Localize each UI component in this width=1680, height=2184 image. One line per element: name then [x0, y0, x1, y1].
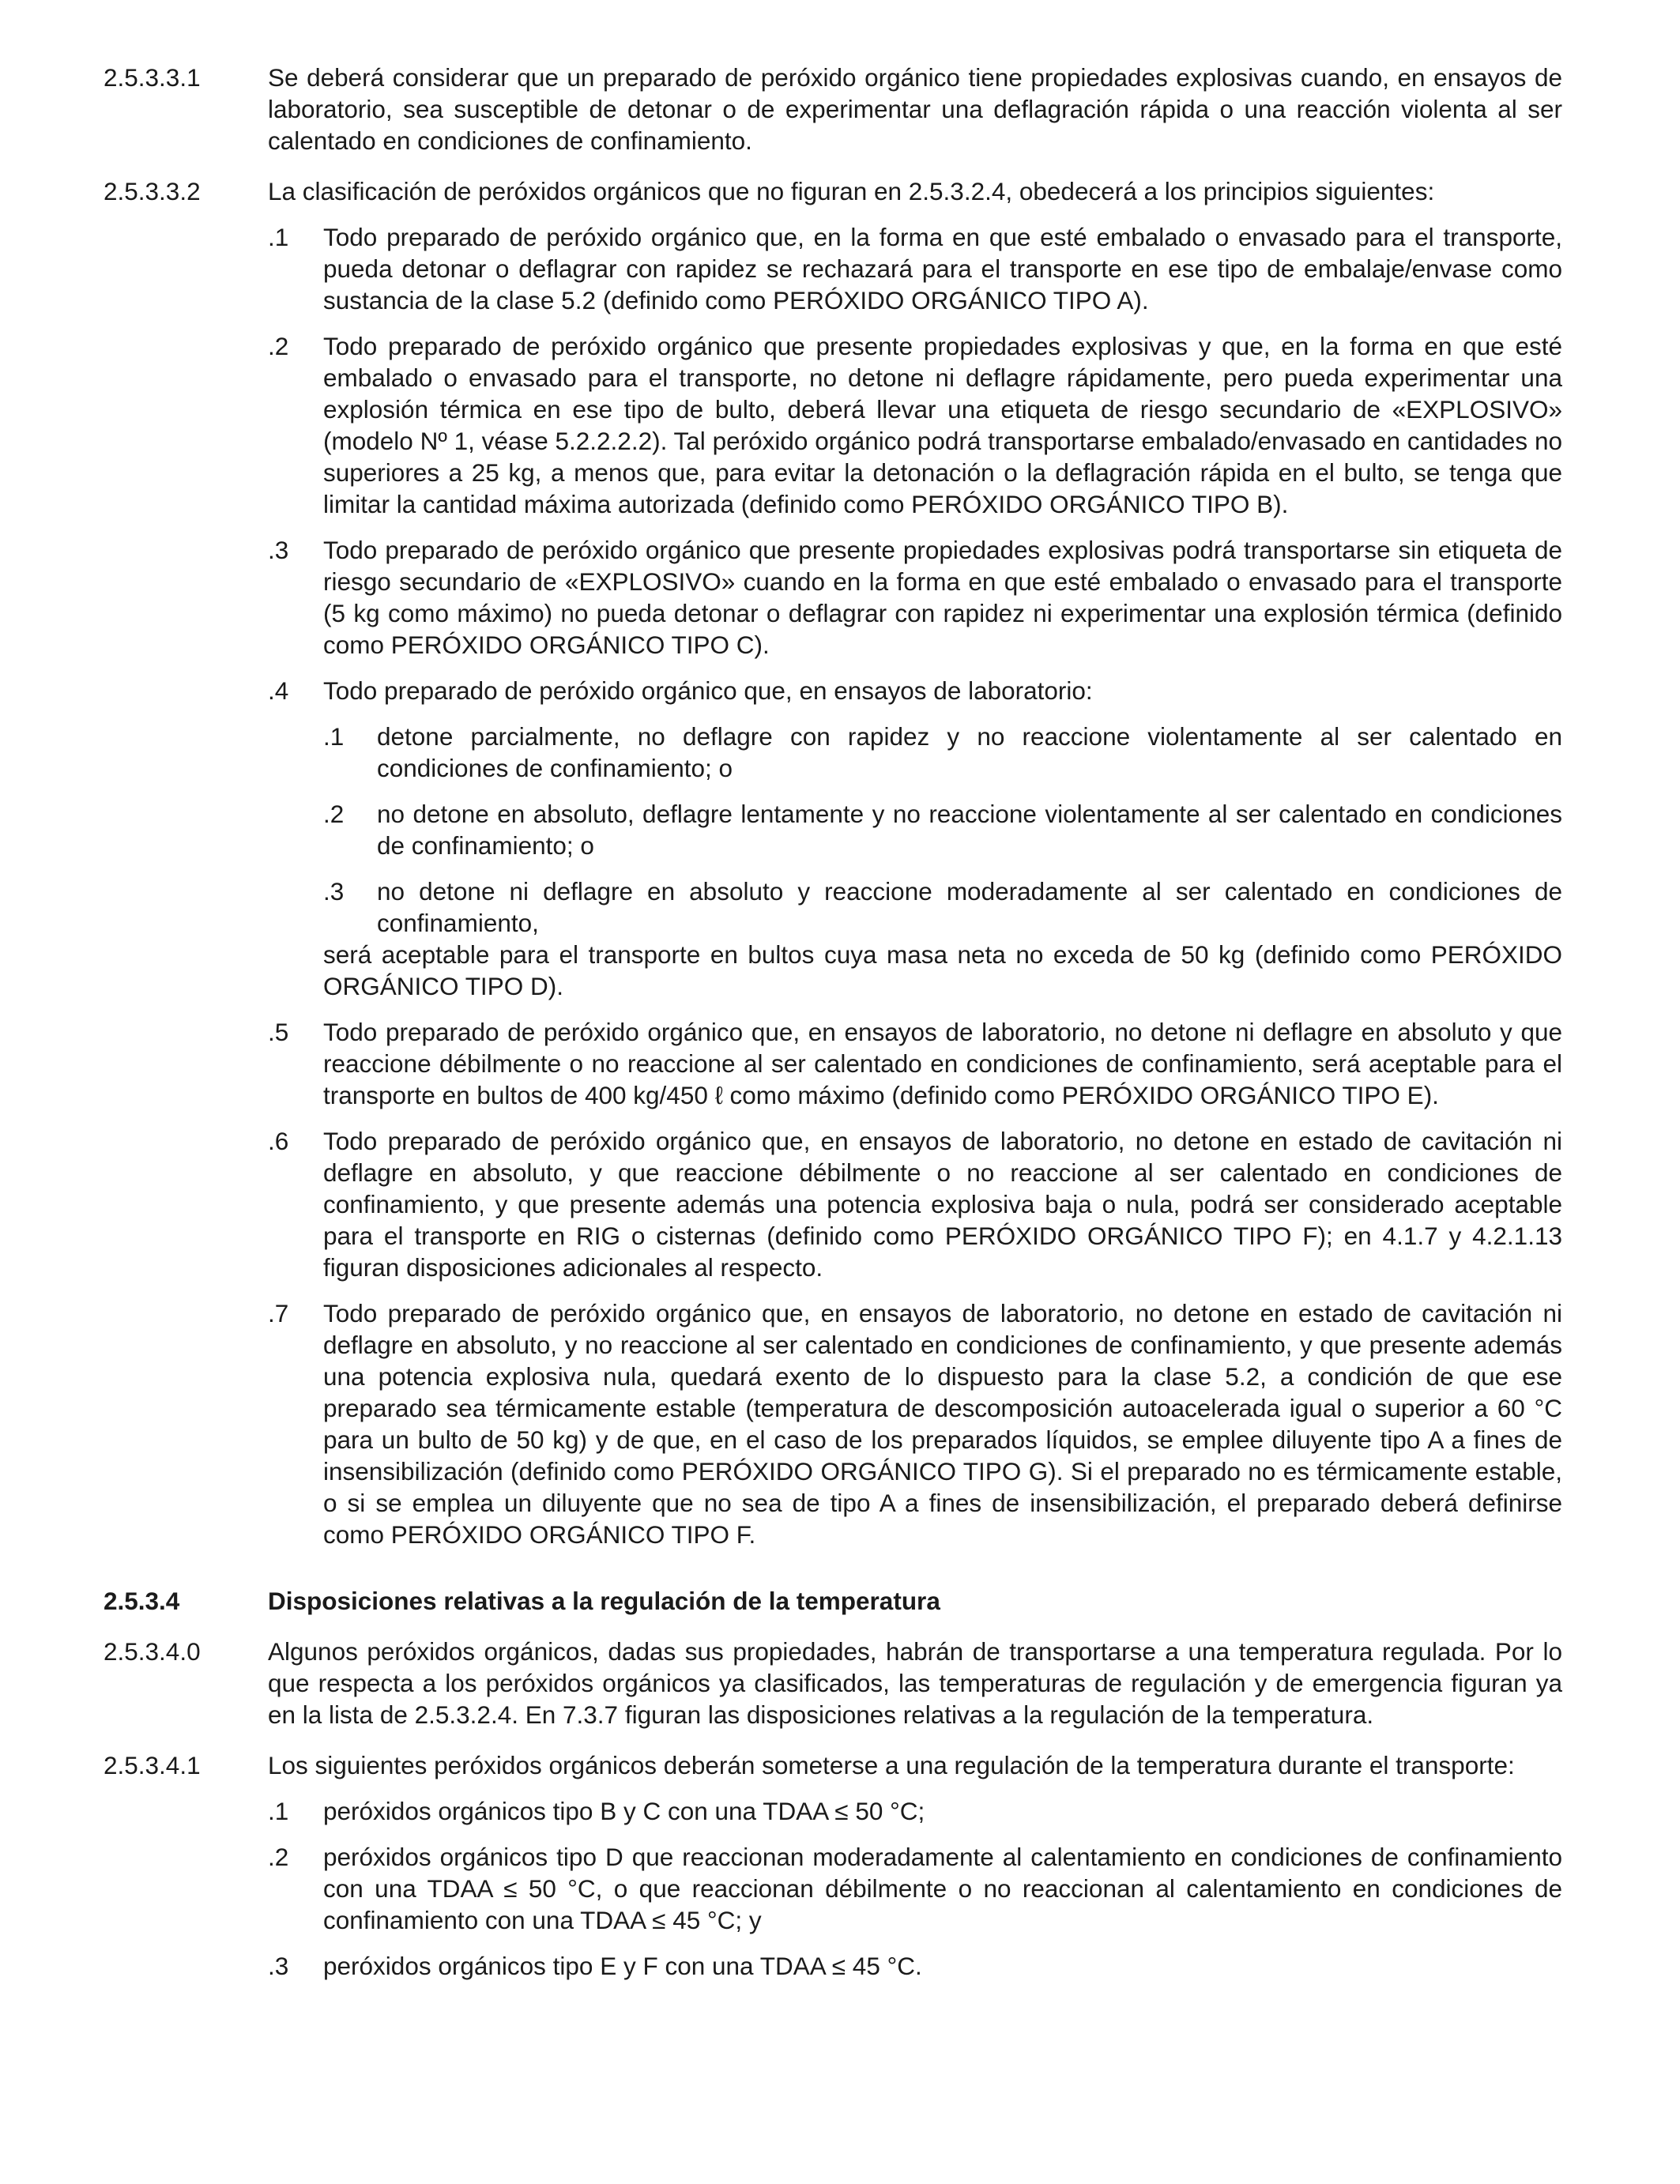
- subitem-number: .3: [323, 877, 345, 906]
- list-item: [268, 1297, 1562, 1550]
- section-heading-2-5-3-4: [104, 1585, 1562, 1617]
- section-number: 2.5.3.4.0: [104, 1637, 201, 1666]
- list-item: [268, 1950, 1562, 1982]
- item-number: .6: [268, 1127, 289, 1155]
- subitem-text: detone parcialmente, no deflagre con rapidez y no reaccione violentamente al ser calentado en condiciones de confinamiento; o: [377, 722, 1562, 782]
- item-text: Todo preparado de peróxido orgánico que presente propiedades explosivas podrá transportarse sin etiqueta de riesgo secundario de «EXPLOSIVO» cuando en la forma en que esté embalado o envasado para el transporte (5 kg como máximo) no pueda detonar o deflagrar con rapidez ni experimentar una explosión térmica (definido como PERÓXIDO ORGÁNICO TIPO C).: [323, 536, 1562, 659]
- section-number: 2.5.3.4: [104, 1587, 180, 1615]
- item-text: Todo preparado de peróxido orgánico que, en ensayos de laboratorio, no detone en estado de cavitación ni deflagre en absoluto, y no reaccione al ser calentado en condiciones de confinamiento, y que presente además una potencia explosiva nula, quedará exento de lo dispuesto para la clase 5.2, a condición de que ese preparado sea térmicamente estable (temperatura de descomposición autoacelerada igual o superior a 60 °C para un bulto de 50 kg) y de que, en el caso de los preparados líquidos, se emplee diluyente tipo A a fines de insensibilización (definido como PERÓXIDO ORGÁNICO TIPO G). Si el preparado no es térmicamente estable, o si se emplea un diluyente que no sea de tipo A a fines de insensibilización, el preparado deberá definirse como PERÓXIDO ORGÁNICO TIPO F.: [323, 1299, 1562, 1549]
- item-number: .7: [268, 1299, 289, 1327]
- item-text: peróxidos orgánicos tipo E y F con una TDAA ≤ 45 °C.: [323, 1952, 922, 1980]
- item-closing-text: será aceptable para el transporte en bultos cuya masa neta no exceda de 50 kg (definido como PERÓXIDO ORGÁNICO TIPO D).: [323, 940, 1562, 1000]
- section-text: Algunos peróxidos orgánicos, dadas sus propiedades, habrán de transportarse a una temperatura regulada. Por lo que respecta a los peróxidos orgánicos ya clasificados, las temperaturas de regulación y de emergencia figuran ya en la lista de 2.5.3.2.4. En 7.3.7 figuran las disposiciones relativas a la regulación de la temperatura.: [268, 1637, 1562, 1729]
- sub-list-item: [323, 721, 1562, 784]
- list-item: [268, 1016, 1562, 1111]
- list-item: [268, 221, 1562, 316]
- section-text: La clasificación de peróxidos orgánicos que no figuran en 2.5.3.2.4, obedecerá a los principios siguientes:: [268, 177, 1435, 205]
- document-page: [104, 62, 1562, 2001]
- section-text: Los siguientes peróxidos orgánicos deberán someterse a una regulación de la temperatura durante el transporte:: [268, 1751, 1515, 1779]
- list-item: [268, 534, 1562, 661]
- section-number: 2.5.3.4.1: [104, 1751, 201, 1779]
- section-heading-text: Disposiciones relativas a la regulación de la temperatura: [268, 1587, 940, 1615]
- item-number: .3: [268, 1952, 289, 1980]
- item-number: .3: [268, 536, 289, 564]
- item-text: Todo preparado de peróxido orgánico que presente propiedades explosivas y que, en la forma en que esté embalado o envasado para el transporte, no detone ni deflagre rápidamente, pero pueda experimentar una explosión térmica en ese tipo de bulto, deberá llevar una etiqueta de riesgo secundario de «EXPLOSIVO» (modelo Nº 1, véase 5.2.2.2.2). Tal peróxido orgánico podrá transportarse embalado/envasado en cantidades no superiores a 25 kg, a menos que, para evitar la detonación o la deflagración rápida en el bulto, se tenga que limitar la cantidad máxima autorizada (definido como PERÓXIDO ORGÁNICO TIPO B).: [323, 332, 1562, 518]
- list-item: [268, 675, 1562, 1002]
- item-text: Todo preparado de peróxido orgánico que, en ensayos de laboratorio, no detone ni deflagre en absoluto y que reaccione débilmente o no reaccione al ser calentado en condiciones de confinamiento, será aceptable para el transporte en bultos de 400 kg/450 ℓ como máximo (definido como PERÓXIDO ORGÁNICO TIPO E).: [323, 1018, 1562, 1109]
- list-item: [268, 1795, 1562, 1827]
- item-text: peróxidos orgánicos tipo D que reaccionan moderadamente al calentamiento en condiciones de confinamiento con una TDAA ≤ 50 °C, o que reaccionan débilmente o no reaccionan al calentamiento en condiciones de confinamiento con una TDAA ≤ 45 °C; y: [323, 1843, 1562, 1934]
- item-text: Todo preparado de peróxido orgánico que, en ensayos de laboratorio, no detone en estado de cavitación ni deflagre en absoluto, y que reaccione débilmente o no reaccione al ser calentado en condiciones de confinamiento, y que presente además una potencia explosiva baja o nula, podrá ser considerado aceptable para el transporte en RIG o cisternas (definido como PERÓXIDO ORGÁNICO TIPO F); en 4.1.7 y 4.2.1.13 figuran disposiciones adicionales al respecto.: [323, 1127, 1562, 1282]
- item-text: Todo preparado de peróxido orgánico que, en ensayos de laboratorio:: [323, 676, 1093, 705]
- section-number: 2.5.3.3.2: [104, 177, 201, 205]
- subitem-text: no detone ni deflagre en absoluto y reaccione moderadamente al ser calentado en condiciones de confinamiento,: [377, 877, 1562, 937]
- subitem-text: no detone en absoluto, deflagre lentamente y no reaccione violentamente al ser calentado en condiciones de confinamiento; o: [377, 800, 1562, 860]
- list-item: [268, 330, 1562, 520]
- item-number: .2: [268, 1843, 289, 1871]
- item-text: peróxidos orgánicos tipo B y C con una TDAA ≤ 50 °C;: [323, 1797, 925, 1825]
- section-text: Se deberá considerar que un preparado de peróxido orgánico tiene propiedades explosivas cuando, en ensayos de laboratorio, sea susceptible de detonar o de experimentar una deflagración rápida o una reacción violenta al ser calentado en condiciones de confinamiento.: [268, 63, 1562, 155]
- sub-list-item: [323, 798, 1562, 861]
- item-number: .2: [268, 332, 289, 360]
- item-number: .1: [268, 1797, 289, 1825]
- item-number: .4: [268, 676, 289, 705]
- section-2-5-3-3-1: [104, 62, 1562, 156]
- item-text: Todo preparado de peróxido orgánico que, en la forma en que esté embalado o envasado para el transporte, pueda detonar o deflagrar con rapidez se rechazará para el transporte en ese tipo de embalaje/envase como sustancia de la clase 5.2 (definido como PERÓXIDO ORGÁNICO TIPO A).: [323, 223, 1562, 314]
- list-item: [268, 1841, 1562, 1936]
- subitem-number: .2: [323, 800, 345, 828]
- item-number: .1: [268, 223, 289, 251]
- section-2-5-3-3-2: [104, 175, 1562, 1550]
- list-item: [268, 1125, 1562, 1283]
- item-number: .5: [268, 1018, 289, 1046]
- section-2-5-3-4-0: [104, 1636, 1562, 1730]
- section-2-5-3-4-1: [104, 1749, 1562, 1982]
- sub-list-item: [323, 875, 1562, 939]
- subitem-number: .1: [323, 722, 345, 751]
- section-number: 2.5.3.3.1: [104, 63, 201, 92]
